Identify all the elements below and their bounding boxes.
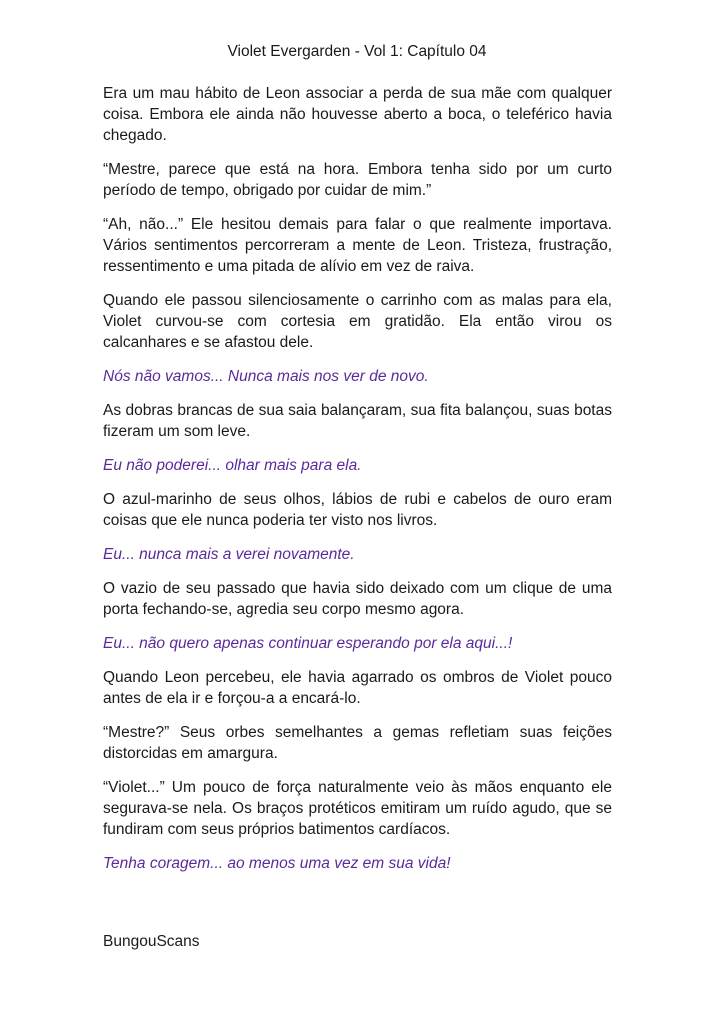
thought-paragraph: Nós não vamos... Nunca mais nos ver de novo. bbox=[103, 368, 429, 385]
paragraph: O vazio de seu passado que havia sido deixado com um clique de uma porta fechando-se, agredia seu corpo mesmo agora. bbox=[103, 580, 612, 618]
paragraph: “Violet...” Um pouco de força naturalmente veio às mãos enquanto ele segurava-se nela. Os braços protéticos emitiram um ruído agudo, que se fundiram com seus próprios batimentos cardíacos. bbox=[103, 779, 612, 838]
thought-paragraph: Eu... nunca mais a verei novamente. bbox=[103, 546, 355, 563]
page-header: Violet Evergarden - Vol 1: Capítulo 04 bbox=[227, 43, 487, 60]
thought-paragraph: Eu... não quero apenas continuar esperando por ela aqui...! bbox=[103, 635, 513, 652]
paragraph: Quando Leon percebeu, ele havia agarrado os ombros de Violet pouco antes de ela ir e forçou-a a encará-lo. bbox=[103, 669, 612, 707]
paragraph: Era um mau hábito de Leon associar a perda de sua mãe com qualquer coisa. Embora ele ainda não houvesse aberto a boca, o teleférico havia chegado. bbox=[103, 85, 612, 144]
paragraph: “Mestre, parece que está na hora. Embora tenha sido por um curto período de tempo, obrigado por cuidar de mim.” bbox=[103, 161, 612, 199]
paragraph: O azul-marinho de seus olhos, lábios de rubi e cabelos de ouro eram coisas que ele nunca poderia ter visto nos livros. bbox=[103, 491, 612, 529]
paragraph: “Ah, não...” Ele hesitou demais para falar o que realmente importava. Vários sentimentos percorreram a mente de Leon. Tristeza, frustração, ressentimento e uma pitada de alívio em vez de raiva. bbox=[103, 216, 612, 275]
page-footer: BungouScans bbox=[103, 933, 200, 950]
thought-paragraph: Eu não poderei... olhar mais para ela. bbox=[103, 457, 362, 474]
paragraph: As dobras brancas de sua saia balançaram, sua fita balançou, suas botas fizeram um som leve. bbox=[103, 402, 612, 440]
thought-paragraph: Tenha coragem... ao menos uma vez em sua vida! bbox=[103, 855, 451, 872]
body-text bbox=[103, 83, 612, 887]
paragraph: Quando ele passou silenciosamente o carrinho com as malas para ela, Violet curvou-se com cortesia em gratidão. Ela então virou os calcanhares e se afastou dele. bbox=[103, 292, 612, 351]
paragraph: “Mestre?” Seus orbes semelhantes a gemas refletiam suas feições distorcidas em amargura. bbox=[103, 724, 612, 762]
